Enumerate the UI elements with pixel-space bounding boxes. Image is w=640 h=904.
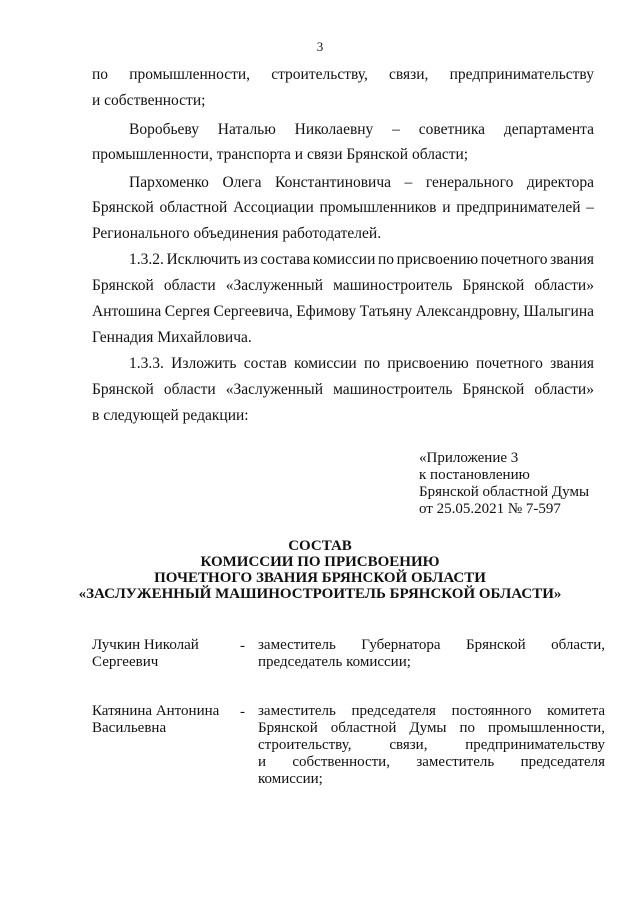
word: Брянской <box>465 637 526 653</box>
text-line <box>92 199 594 217</box>
title-line: КОМИССИИ ПО ПРИСВОЕНИЮ <box>200 554 440 570</box>
text-line <box>129 355 594 373</box>
word: Николаевну <box>294 121 374 138</box>
member-name: Лучкин Николай <box>92 637 199 653</box>
word: 1.3.2. <box>129 251 164 268</box>
word: почетного <box>480 251 548 268</box>
text-line: в следующей редакции: <box>92 407 249 424</box>
word: постоянного <box>451 703 532 719</box>
word: директора <box>526 174 594 191</box>
word: заместитель <box>416 754 495 770</box>
appendix-line: «Приложение 3 <box>419 450 519 466</box>
word: Брянской <box>92 199 154 216</box>
word: Брянской <box>92 381 154 398</box>
word: Брянской <box>258 720 318 736</box>
word: Брянской <box>462 277 525 294</box>
word: Ефимову <box>296 303 357 320</box>
word: промышленников <box>319 199 437 216</box>
word: Изложить <box>171 355 237 372</box>
text-line: Регионального объединения работодателей. <box>92 225 382 242</box>
text-line <box>92 66 594 84</box>
word: по <box>459 720 476 736</box>
word: состава <box>260 251 311 268</box>
text-line: Геннадия Михайловича. <box>92 329 252 346</box>
word: Пархоменко <box>129 174 209 191</box>
word: собственности, <box>292 754 390 770</box>
member-name: Катянина Антонина <box>92 703 220 719</box>
word: 1.3.3. <box>129 355 164 372</box>
text-line <box>92 277 594 295</box>
text-line <box>92 381 594 399</box>
text-line <box>92 303 594 321</box>
word: присвоению <box>387 355 469 372</box>
word: – <box>586 199 594 216</box>
member-description <box>258 637 605 671</box>
appendix-line: от 25.05.2021 № 7-597 <box>419 501 561 517</box>
word: области <box>163 381 216 398</box>
word: генерального <box>425 174 514 191</box>
word: Константиновича <box>275 174 392 191</box>
word: присвоению <box>396 251 479 268</box>
member-description <box>258 703 605 788</box>
page-number: 3 <box>316 39 324 54</box>
appendix-line: Брянской областной Думы <box>419 484 590 500</box>
word: машиностроитель <box>333 381 453 398</box>
word: звания <box>550 355 594 372</box>
word: «Заслуженный <box>225 381 324 398</box>
word: Антошина <box>92 303 162 320</box>
word: Губернатора <box>361 637 441 653</box>
text-line <box>129 174 594 192</box>
desc-line <box>258 720 605 737</box>
word: Брянской <box>462 381 525 398</box>
word: предпринимательству <box>465 737 605 753</box>
member-name: Сергеевич <box>92 654 159 670</box>
word: и <box>258 754 267 770</box>
member-name: Васильевна <box>92 720 167 736</box>
text-line <box>129 251 594 269</box>
word: состав <box>243 355 287 372</box>
word: и <box>442 199 451 216</box>
word: заместитель <box>258 703 336 719</box>
word: Александровну, <box>415 303 520 320</box>
word: связи, <box>389 66 429 83</box>
word: звания <box>550 251 594 268</box>
document-title: СОСТАВ <box>288 538 352 554</box>
member-dash: - <box>240 704 245 720</box>
word: Думы <box>409 720 447 736</box>
member-dash: - <box>240 638 245 654</box>
word: Сергеевича, <box>213 303 293 320</box>
word: промышленности, <box>129 66 251 83</box>
word: Шалыгина <box>523 303 594 320</box>
word: департамента <box>503 121 594 138</box>
word: Брянской <box>92 277 154 294</box>
word: Олега <box>222 174 262 191</box>
word: председателя <box>351 703 436 719</box>
word: области, <box>551 637 605 653</box>
word: по <box>92 66 109 83</box>
desc-line: председатель комиссии; <box>258 654 411 670</box>
word: области» <box>534 277 594 294</box>
word: по <box>378 251 395 268</box>
word: Воробьеву <box>129 121 199 138</box>
word: комиссии <box>294 355 357 372</box>
word: строительству, <box>258 737 352 753</box>
word: по <box>363 355 381 372</box>
text-line: и собственности; <box>92 92 206 109</box>
word: строительству, <box>271 66 368 83</box>
word: Исключить <box>166 251 241 268</box>
appendix-line: к постановлению <box>419 467 530 483</box>
word: областной <box>159 199 228 216</box>
word: «Заслуженный <box>225 277 324 294</box>
title-line: «ЗАСЛУЖЕННЫЙ МАШИНОСТРОИТЕЛЬ БРЯНСКОЙ ОБЛАСТИ» <box>78 586 562 602</box>
text-line <box>129 121 594 139</box>
word: Наталью <box>217 121 276 138</box>
word: – <box>392 121 400 138</box>
word: Ассоциации <box>233 199 314 216</box>
word: машиностроитель <box>333 277 453 294</box>
desc-line <box>258 737 605 754</box>
word: области» <box>534 381 594 398</box>
word: связи, <box>389 737 428 753</box>
word: почетного <box>476 355 543 372</box>
word: – <box>404 174 413 191</box>
desc-line <box>258 754 605 771</box>
word: из <box>243 251 258 268</box>
word: председателя <box>520 754 605 770</box>
word: Сергея <box>164 303 211 320</box>
word: предпринимательству <box>449 66 594 83</box>
desc-line <box>258 637 605 654</box>
desc-line <box>258 703 605 720</box>
desc-line: комиссии; <box>258 771 323 787</box>
title-line: ПОЧЕТНОГО ЗВАНИЯ БРЯНСКОЙ ОБЛАСТИ <box>154 570 486 586</box>
word: предпринимателей <box>456 199 581 216</box>
word: комиссии <box>312 251 376 268</box>
text-line: промышленности, транспорта и связи Брянской области; <box>92 146 469 163</box>
word: советника <box>418 121 485 138</box>
word: промышленности, <box>488 720 605 736</box>
word: области <box>163 277 216 294</box>
word: заместитель <box>258 637 336 653</box>
word: Татьяну <box>359 303 413 320</box>
word: областной <box>330 720 397 736</box>
word: комитета <box>547 703 605 719</box>
